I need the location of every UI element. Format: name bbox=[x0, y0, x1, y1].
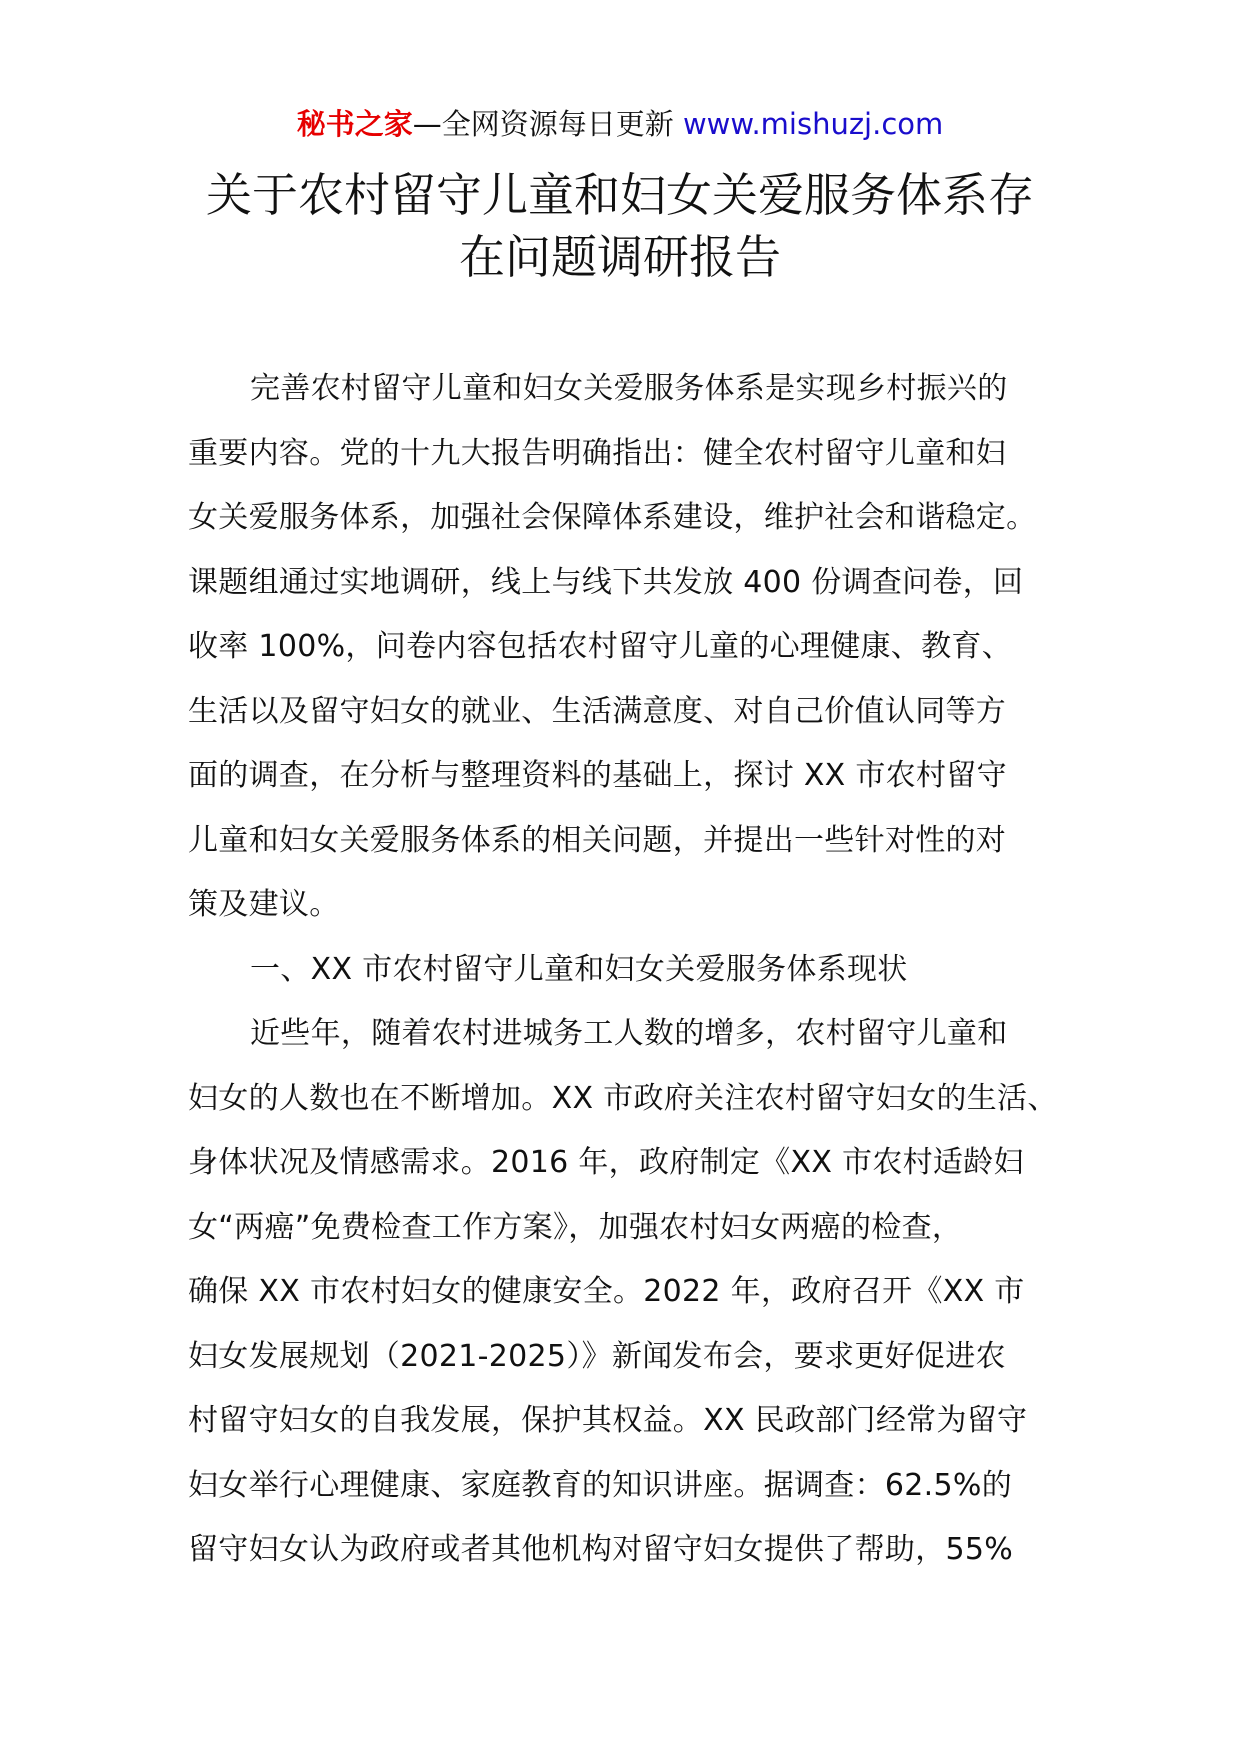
section-heading bbox=[188, 938, 1058, 1003]
watermark-banner bbox=[0, 104, 1240, 144]
text-line: 儿童和妇女关爱服务体系的相关问题，并提出一些针对性的对 bbox=[188, 822, 1007, 858]
heading-line: 一、XX 市农村留守儿童和妇女关爱服务体系现状 bbox=[250, 951, 908, 987]
text-line: 策及建议。 bbox=[188, 887, 340, 922]
watermark-tagline: —全网资源每日更新 bbox=[412, 107, 683, 141]
text-line: 女“两癌”免费检查工作方案》，加强农村妇女两癌的检查， bbox=[188, 1209, 963, 1245]
text-line: 女关爱服务体系，加强社会保障体系建设，维护社会和谐稳定。 bbox=[188, 500, 1037, 535]
paragraph-status bbox=[188, 1002, 1058, 1583]
title-line: 在问题调研报告 bbox=[459, 230, 781, 284]
text-line: 完善农村留守儿童和妇女关爱服务体系是实现乡村振兴的 bbox=[250, 371, 1008, 406]
text-line: 确保 XX 市农村妇女的健康安全。2022 年，政府召开《XX 市 bbox=[188, 1274, 1025, 1309]
title-line: 关于农村留守儿童和妇女关爱服务体系存 bbox=[206, 168, 1034, 222]
text-line: 收率 100%，问卷内容包括农村留守儿童的心理健康、教育、 bbox=[188, 629, 1013, 664]
text-line: 近些年，随着农村进城务工人数的增多，农村留守儿童和 bbox=[250, 1016, 1008, 1051]
document-body bbox=[188, 357, 1058, 1583]
text-line: 妇女举行心理健康、家庭教育的知识讲座。据调查：62.5%的 bbox=[188, 1467, 1013, 1503]
text-line: 妇女的人数也在不断增加。XX 市政府关注农村留守妇女的生活、 bbox=[188, 1080, 1058, 1116]
text-line: 留守妇女认为政府或者其他机构对留守妇女提供了帮助，55% bbox=[188, 1532, 1014, 1567]
document-title bbox=[150, 164, 1090, 288]
text-line: 身体状况及情感需求。2016 年，政府制定《XX 市农村适龄妇 bbox=[188, 1145, 1024, 1180]
watermark-brand: 秘书之家 bbox=[296, 107, 413, 141]
text-line: 面的调查，在分析与整理资料的基础上，探讨 XX 市农村留守 bbox=[188, 758, 1007, 793]
paragraph-intro bbox=[188, 357, 1058, 938]
watermark-url[interactable]: www.mishuzj.com bbox=[682, 107, 944, 141]
text-line: 重要内容。党的十九大报告明确指出：健全农村留守儿童和妇 bbox=[188, 435, 1007, 471]
text-line: 生活以及留守妇女的就业、生活满意度、对自己价值认同等方 bbox=[188, 693, 1007, 729]
text-line: 妇女发展规划（2021-2025）》新闻发布会，要求更好促进农 bbox=[188, 1338, 1006, 1374]
text-line: 村留守妇女的自我发展，保护其权益。XX 民政部门经常为留守 bbox=[188, 1403, 1028, 1438]
text-line: 课题组通过实地调研，线上与线下共发放 400 份调查问卷，回 bbox=[188, 564, 1024, 600]
